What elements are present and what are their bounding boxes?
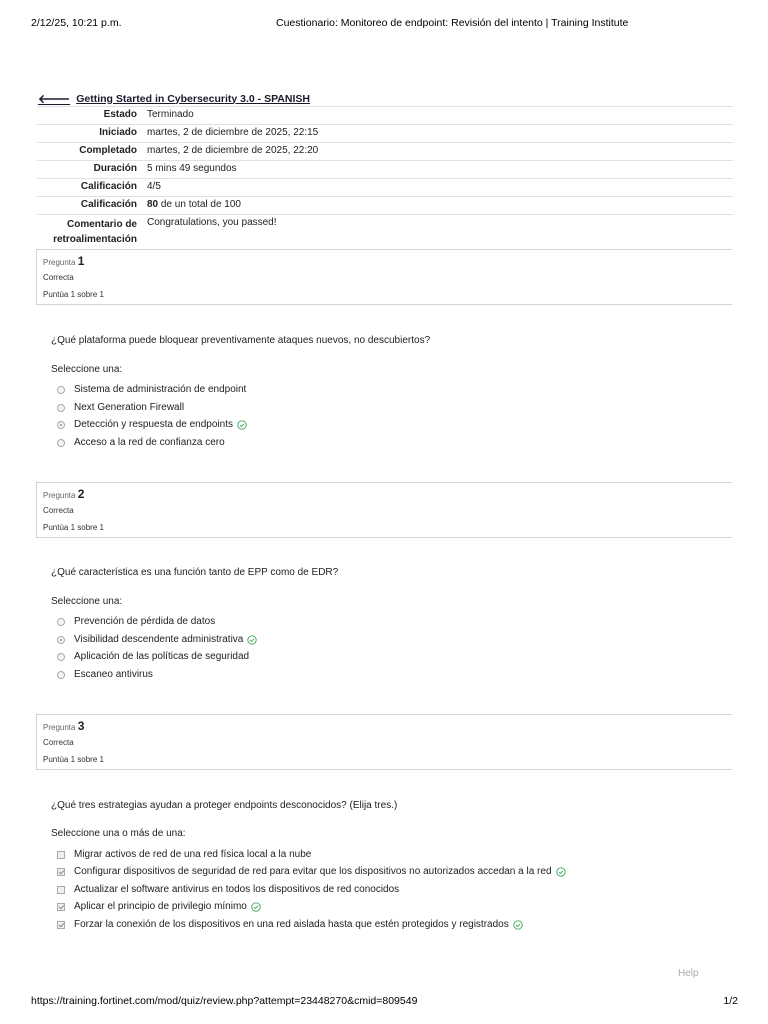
summary-label: Duración: [37, 161, 142, 179]
checkbox: [57, 886, 65, 894]
question-number: [43, 254, 726, 268]
radio-button: [57, 386, 65, 394]
answer-option: [57, 616, 215, 627]
question-number-value: 3: [77, 719, 85, 733]
answer-label: Detección y respuesta de endpoints: [74, 419, 233, 430]
radio-button-selected: [57, 636, 65, 644]
summary-value: Congratulations, you passed!: [142, 215, 733, 251]
summary-value: martes, 2 de diciembre de 2025, 22:20: [142, 143, 733, 161]
question-info-3: [36, 714, 732, 770]
summary-value: Terminado: [142, 107, 733, 125]
answer-label: Prevención de pérdida de datos: [74, 616, 216, 627]
answer-option: [57, 419, 247, 430]
answer-label: Migrar activos de red de una red física local a la nube: [74, 849, 312, 860]
print-page-number: 1/2: [723, 995, 738, 1007]
attempt-summary-table: [37, 106, 733, 250]
answer-option: [57, 866, 566, 877]
course-link-label: Getting Started in Cybersecurity 3.0 - SPANISH: [76, 92, 310, 105]
checkbox: [57, 851, 65, 859]
answer-label: Aplicación de las políticas de seguridad: [74, 651, 250, 662]
print-header: [31, 17, 738, 31]
answer-option: [57, 651, 249, 662]
grade-total: de un total de 100: [158, 199, 241, 210]
answer-label: Configurar dispositivos de seguridad de red para evitar que los dispositivos no autorizados accedan a la red: [74, 866, 552, 877]
answer-prompt-2: Seleccione una:: [51, 596, 123, 607]
answer-option: [57, 669, 153, 680]
summary-row: [37, 179, 733, 197]
question-number-value: 2: [77, 487, 85, 501]
answer-option: [57, 402, 184, 413]
summary-row: [37, 215, 733, 251]
answer-option: [57, 849, 311, 860]
answer-label: Escaneo antivirus: [74, 669, 153, 680]
answer-label: Actualizar el software antivirus en todos los dispositivos de red conocidos: [74, 884, 400, 895]
summary-row: [37, 161, 733, 179]
summary-label: Comentario de retroalimentación: [37, 215, 142, 251]
answer-label: Forzar la conexión de los dispositivos en una red aislada hasta que estén protegidos y registrados: [74, 919, 509, 930]
answer-label: Next Generation Firewall: [74, 402, 185, 413]
question-prefix: Pregunta: [43, 491, 76, 500]
grade-points: 80: [147, 199, 159, 210]
radio-button-selected: [57, 421, 65, 429]
summary-value: martes, 2 de diciembre de 2025, 22:15: [142, 125, 733, 143]
summary-value: 4/5: [142, 179, 733, 197]
summary-value: [142, 197, 733, 215]
summary-row: [37, 107, 733, 125]
answer-prompt-3: Seleccione una o más de una:: [51, 828, 186, 839]
summary-label: Completado: [37, 143, 142, 161]
print-url: https://training.fortinet.com/mod/quiz/review.php?attempt=23448270&cmid=809549: [31, 995, 418, 1007]
answer-option: [57, 437, 225, 448]
check-circle-icon: [251, 902, 261, 912]
checkbox-checked: [57, 868, 65, 876]
course-back-link[interactable]: [38, 91, 310, 106]
answer-label: Visibilidad descendente administrativa: [74, 634, 244, 645]
question-text-1: ¿Qué plataforma puede bloquear preventivamente ataques nuevos, no descubiertos?: [51, 335, 431, 346]
summary-label: Estado: [37, 107, 142, 125]
answer-prompt-1: Seleccione una:: [51, 364, 123, 375]
radio-button: [57, 671, 65, 679]
print-title: Cuestionario: Monitoreo de endpoint: Revisión del intento | Training Institute: [276, 17, 629, 29]
question-number-value: 1: [77, 254, 85, 268]
answer-option: [57, 634, 257, 645]
question-state: Correcta: [43, 738, 74, 747]
question-text-2: ¿Qué característica es una función tanto de EPP como de EDR?: [51, 567, 339, 578]
summary-row: [37, 125, 733, 143]
check-circle-icon: [556, 867, 566, 877]
print-datetime: 2/12/25, 10:21 p.m.: [31, 17, 122, 29]
answer-label: Sistema de administración de endpoint: [74, 384, 247, 395]
answer-option: [57, 919, 523, 930]
checkbox-checked: [57, 903, 65, 911]
check-circle-icon: [247, 635, 257, 645]
help-link[interactable]: Help: [678, 968, 699, 979]
answer-option: [57, 901, 261, 912]
question-prefix: Pregunta: [43, 723, 76, 732]
question-text-3: ¿Qué tres estrategias ayudan a proteger endpoints desconocidos? (Elija tres.): [51, 800, 398, 811]
radio-button: [57, 439, 65, 447]
question-state: Correcta: [43, 273, 74, 282]
arrow-left-icon: 🡐: [38, 92, 71, 106]
summary-row: [37, 197, 733, 215]
check-circle-icon: [513, 920, 523, 930]
question-number: [43, 719, 726, 733]
print-footer: [31, 995, 738, 1009]
check-circle-icon: [237, 420, 247, 430]
answer-label: Aplicar el principio de privilegio mínimo: [74, 901, 247, 912]
summary-label: Calificación: [37, 197, 142, 215]
question-state: Correcta: [43, 506, 74, 515]
summary-label: Calificación: [37, 179, 142, 197]
question-info-1: [36, 249, 732, 305]
question-number: [43, 487, 726, 501]
summary-row: [37, 143, 733, 161]
radio-button: [57, 653, 65, 661]
question-info-2: [36, 482, 732, 538]
answer-option: [57, 884, 399, 895]
radio-button: [57, 404, 65, 412]
answer-label: Acceso a la red de confianza cero: [74, 437, 225, 448]
question-grade: Puntúa 1 sobre 1: [43, 290, 104, 299]
question-grade: Puntúa 1 sobre 1: [43, 523, 104, 532]
answer-option: [57, 384, 246, 395]
summary-label: Iniciado: [37, 125, 142, 143]
summary-value: 5 mins 49 segundos: [142, 161, 733, 179]
radio-button: [57, 618, 65, 626]
question-grade: Puntúa 1 sobre 1: [43, 755, 104, 764]
question-prefix: Pregunta: [43, 258, 76, 267]
checkbox-checked: [57, 921, 65, 929]
